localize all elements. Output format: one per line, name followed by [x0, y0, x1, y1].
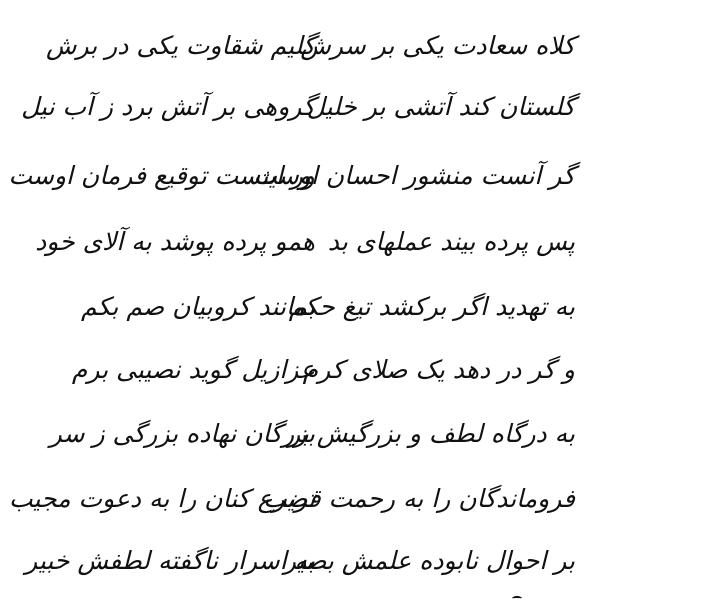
hemistich-right-4: پس پرده بیند عملهای بد	[327, 227, 575, 256]
hemistich-left-4: همو پرده پوشد به آلای خود	[35, 227, 315, 256]
hemistich-left-1: گلیم شقاوت یکی در برش	[45, 31, 315, 60]
hemistich-left-7: بزرگان نهاده بزرگی ز سر	[49, 419, 315, 448]
hemistich-left-5: بمانند کروبیان صم بکم	[80, 292, 315, 321]
hemistich-left-3: ور اینست توقیع فرمان اوست	[8, 161, 315, 190]
hemistich-left-2: گروهی بر آتش برد ز آب نیل	[21, 92, 315, 121]
hemistich-right-1: کلاه سعادت یکی بر سرش	[300, 31, 575, 60]
hemistich-right-3: گر آنست منشور احسان اوست	[253, 161, 575, 190]
hemistich-right-9: بر احوال نابوده علمش بصیر	[283, 546, 575, 575]
hemistich-right-6: و گر در دهد یک صلای کرم	[302, 355, 575, 384]
hemistich-left-9: به اسرار ناگفته لطفش خبیر	[25, 546, 315, 575]
hemistich-right-8: فروماندگان را به رحمت قریب	[263, 484, 575, 513]
hemistich-left-8: تضرع کنان را به دعوت مجیب	[8, 484, 315, 513]
hemistich-right-2: گلستان کند آتشی بر خلیل	[306, 92, 575, 121]
ink-mark	[512, 596, 522, 601]
hemistich-right-7: به درگاه لطف و بزرگیش بر	[288, 419, 575, 448]
hemistich-right-5: به تهدید اگر برکشد تیغ حکم	[288, 292, 575, 321]
hemistich-left-6: عزازیل گوید نصیبی برم	[71, 355, 315, 384]
